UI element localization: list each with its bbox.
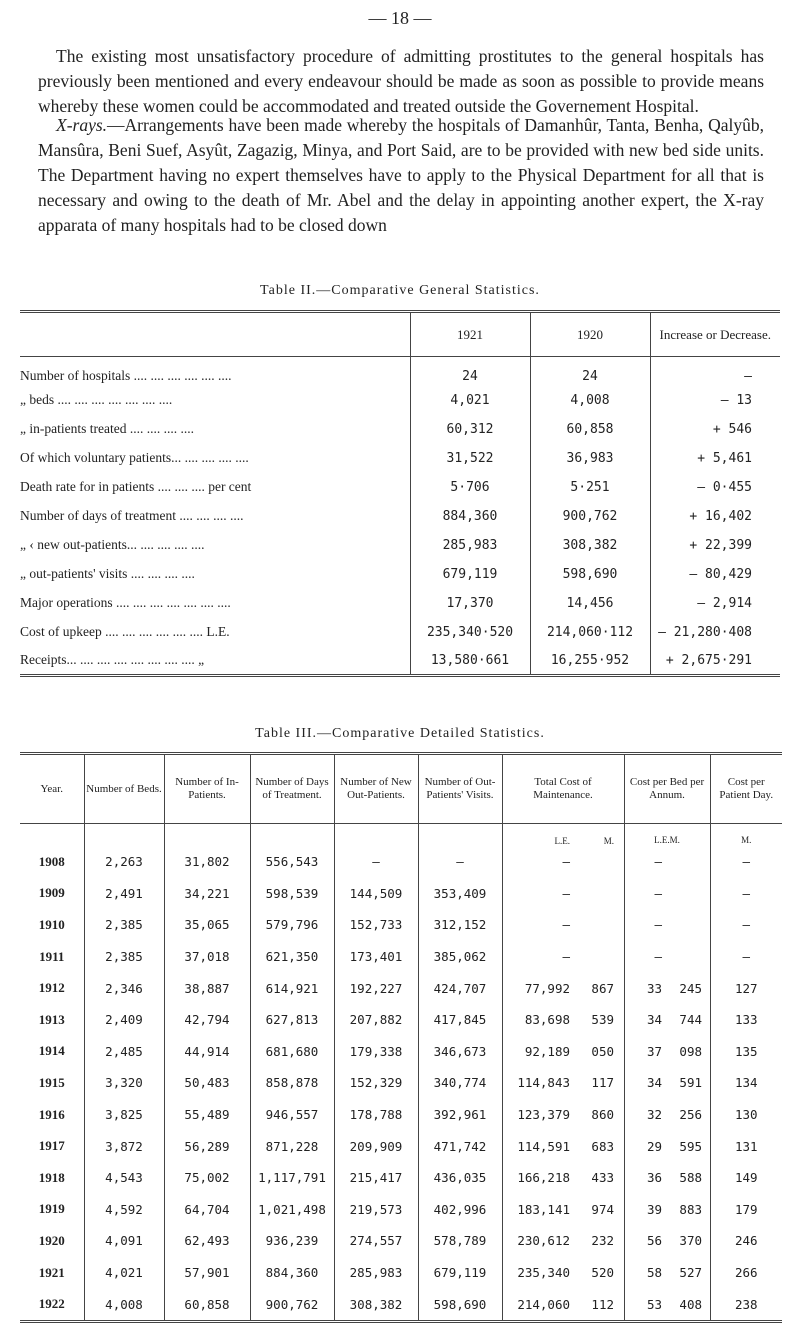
visits-cell: — — [418, 846, 502, 878]
in-patients-cell: 55,489 — [164, 1099, 250, 1131]
unit-le: L.E. — [654, 835, 670, 845]
new-out-patients-cell: 144,509 — [334, 878, 418, 910]
cost-per-day-cell: 131 — [710, 1130, 782, 1162]
in-patients-cell: 37,018 — [164, 941, 250, 973]
unit-m: M. — [669, 835, 680, 845]
total-cost-cell — [502, 1099, 624, 1131]
cost-per-bed-le: 36 — [646, 1170, 662, 1186]
year-cell: 1910 — [38, 916, 65, 932]
visits-cell: 385,062 — [418, 941, 502, 973]
total-cost-m: 117 — [591, 1075, 614, 1091]
total-cost-cell — [502, 1067, 624, 1099]
value-1921: 5·706 — [410, 473, 530, 502]
value-1920: 5·251 — [530, 473, 650, 502]
total-cost-le: 214,060 — [517, 1296, 570, 1312]
cost-per-bed-le: 39 — [646, 1201, 662, 1217]
days-cell: 900,762 — [250, 1288, 334, 1321]
in-patients-cell: 75,002 — [164, 1162, 250, 1194]
days-cell: 681,680 — [250, 1036, 334, 1068]
new-out-patients-cell: 152,733 — [334, 909, 418, 941]
total-cost-le: 230,612 — [517, 1233, 570, 1249]
new-out-patients-cell: — — [334, 846, 418, 878]
days-cell: 579,796 — [250, 909, 334, 941]
in-patients-cell: 57,901 — [164, 1257, 250, 1289]
unit-m: M. — [603, 836, 614, 846]
cost-per-day-cell: 246 — [710, 1225, 782, 1257]
row-label: Cost of upkeep .... .... .... .... .... .... L.E. — [20, 624, 230, 639]
cost-per-day-cell: — — [710, 941, 782, 973]
cost-per-bed-cell — [624, 1194, 710, 1226]
row-label: „ beds .... .... .... .... .... .... .... — [20, 392, 173, 407]
total-cost-cell — [502, 1225, 624, 1257]
value-1921: 884,360 — [410, 502, 530, 531]
cost-per-bed-cell — [624, 1225, 710, 1257]
year-cell: 1922 — [20, 1288, 84, 1321]
unit-m: M. — [710, 824, 782, 847]
table-row — [20, 878, 782, 910]
row-label: Death rate for in patients .... .... .... per cent — [20, 479, 252, 494]
year-cell: 1917 — [38, 1138, 65, 1154]
new-out-patients-cell: 207,882 — [334, 1004, 418, 1036]
cost-per-bed-cell — [624, 972, 710, 1004]
page-number: — 18 — — [368, 8, 432, 28]
row-label: „ ‹ new out-patients... .... .... .... .... — [20, 537, 205, 552]
days-cell: 871,228 — [250, 1130, 334, 1162]
new-out-patients-cell: 209,909 — [334, 1130, 418, 1162]
total-cost-m: 520 — [591, 1265, 614, 1281]
total-cost-le: 183,141 — [517, 1201, 570, 1217]
cost-per-bed-cell — [624, 1130, 710, 1162]
total-cost-m: 867 — [591, 980, 614, 996]
col-new-out-patients: Number of New Out-Patients. — [334, 754, 418, 824]
value-1921: 235,340·520 — [410, 618, 530, 647]
col-year: Year. — [20, 754, 84, 824]
total-cost-le: — — [562, 949, 570, 965]
col-cost-per-bed: Cost per Bed per Annum. — [624, 754, 710, 824]
table-row — [20, 444, 780, 473]
value-change: — — [650, 357, 780, 386]
total-cost-le: — — [562, 917, 570, 933]
visits-cell: 424,707 — [418, 972, 502, 1004]
total-cost-cell — [502, 1162, 624, 1194]
xrays-body: —Arrangements have been made whereby the hospitals of Damanhûr, Tanta, Benha, Qalyûb, Mansûra, Beni Suef, Asyût, Zagazig, Minya, and Port Said, are to be provided with new bed side units. The Department having no expert themselves have to apply to the Physical Department for all that is necessary and owing to the death of Mr. Abel and the delay in appointing another expert, the X-ray apparata of many hospitals had to be closed down — [38, 115, 764, 235]
total-cost-m: 050 — [591, 1043, 614, 1059]
cost-per-bed-le: — — [654, 949, 662, 965]
days-cell: 1,021,498 — [250, 1194, 334, 1226]
table-row — [20, 941, 782, 973]
new-out-patients-cell: 152,329 — [334, 1067, 418, 1099]
year-cell: 1914 — [38, 1043, 65, 1059]
total-cost-le: 166,218 — [517, 1170, 570, 1186]
table-row — [20, 502, 780, 531]
new-out-patients-cell: 173,401 — [334, 941, 418, 973]
new-out-patients-cell: 178,788 — [334, 1099, 418, 1131]
total-cost-cell — [502, 1130, 624, 1162]
value-1920: 14,456 — [530, 589, 650, 618]
value-change: — 2,914 — [650, 589, 780, 618]
table-row — [20, 846, 782, 878]
beds-cell: 2,385 — [84, 909, 164, 941]
total-cost-m: 232 — [591, 1233, 614, 1249]
beds-cell: 4,592 — [84, 1194, 164, 1226]
cost-per-day-cell: — — [710, 846, 782, 878]
cost-per-day-cell: 179 — [710, 1194, 782, 1226]
cost-per-bed-le: — — [654, 854, 662, 870]
value-change: — 80,429 — [650, 560, 780, 589]
cost-per-bed-le: 37 — [646, 1043, 662, 1059]
cost-per-bed-le: 29 — [646, 1138, 662, 1154]
value-1921: 24 — [410, 357, 530, 386]
days-cell: 1,117,791 — [250, 1162, 334, 1194]
cost-per-bed-m: 527 — [679, 1265, 702, 1281]
visits-cell: 392,961 — [418, 1099, 502, 1131]
cost-per-bed-cell — [624, 1004, 710, 1036]
total-cost-cell — [502, 1004, 624, 1036]
cost-per-bed-le: — — [654, 885, 662, 901]
col-cost-per-day: Cost per Patient Day. — [710, 754, 782, 824]
value-1920: 24 — [530, 357, 650, 386]
table-row — [20, 473, 780, 502]
cost-per-bed-le: 56 — [646, 1233, 662, 1249]
in-patients-cell: 62,493 — [164, 1225, 250, 1257]
table-row — [20, 972, 782, 1004]
cost-per-bed-m: 408 — [679, 1296, 702, 1312]
value-1920: 36,983 — [530, 444, 650, 473]
cost-per-bed-le: 34 — [646, 1075, 662, 1091]
year-cell: 1915 — [38, 1074, 65, 1090]
year-cell: 1921 — [38, 1264, 65, 1280]
value-change: + 16,402 — [650, 502, 780, 531]
value-1920: 4,008 — [530, 386, 650, 415]
beds-cell: 2,385 — [84, 941, 164, 973]
year-cell: 1920 — [38, 1232, 65, 1248]
in-patients-cell: 31,802 — [164, 846, 250, 878]
beds-cell: 2,409 — [84, 1004, 164, 1036]
cost-per-bed-m: 595 — [679, 1138, 702, 1154]
row-label: Number of days of treatment .... .... .... .... — [20, 508, 244, 523]
xrays-heading: X-rays. — [56, 115, 108, 135]
cost-per-bed-m: 588 — [679, 1170, 702, 1186]
table-row — [20, 415, 780, 444]
col-change: Increase or Decrease. — [650, 312, 780, 357]
cost-per-bed-cell — [624, 1036, 710, 1068]
row-label: „ out-patients' visits .... .... .... .... — [20, 566, 195, 581]
table-row — [20, 531, 780, 560]
year-cell: 1908 — [38, 853, 65, 869]
year-cell: 1911 — [39, 948, 65, 964]
total-cost-m: 974 — [591, 1201, 614, 1217]
value-1920: 16,255·952 — [530, 647, 650, 676]
visits-cell: 679,119 — [418, 1257, 502, 1289]
total-cost-cell — [502, 878, 624, 910]
table-row — [20, 647, 780, 676]
beds-cell: 4,021 — [84, 1257, 164, 1289]
in-patients-cell: 38,887 — [164, 972, 250, 1004]
cost-per-bed-le: — — [654, 917, 662, 933]
cost-per-day-cell: 238 — [710, 1288, 782, 1321]
table-row — [20, 909, 782, 941]
cost-per-bed-cell — [624, 1257, 710, 1289]
total-cost-cell — [502, 1036, 624, 1068]
in-patients-cell: 44,914 — [164, 1036, 250, 1068]
visits-cell: 353,409 — [418, 878, 502, 910]
days-cell: 556,543 — [250, 846, 334, 878]
cost-per-day-cell: 127 — [710, 972, 782, 1004]
value-1921: 31,522 — [410, 444, 530, 473]
in-patients-cell: 35,065 — [164, 909, 250, 941]
year-cell: 1918 — [38, 1169, 65, 1185]
year-cell: 1912 — [38, 980, 65, 996]
total-cost-le: 235,340 — [517, 1265, 570, 1281]
days-cell: 598,539 — [250, 878, 334, 910]
value-change: + 546 — [650, 415, 780, 444]
cost-per-bed-m: 370 — [679, 1233, 702, 1249]
cost-per-bed-cell — [624, 941, 710, 973]
total-cost-le: 114,591 — [517, 1138, 570, 1154]
unit-le: L.E. — [554, 836, 570, 846]
beds-cell: 2,263 — [84, 846, 164, 878]
cost-per-bed-cell — [624, 1067, 710, 1099]
row-label: Receipts... .... .... .... .... .... .... .... „ — [20, 647, 410, 676]
row-label: Major operations .... .... .... .... .... .... .... — [20, 595, 231, 610]
cost-per-day-cell: 135 — [710, 1036, 782, 1068]
cost-per-bed-le: 34 — [646, 1012, 662, 1028]
cost-per-bed-cell — [624, 846, 710, 878]
cost-per-bed-le: 58 — [646, 1265, 662, 1281]
table-row — [20, 1288, 782, 1321]
value-1921: 13,580·661 — [410, 647, 530, 676]
beds-cell: 4,008 — [84, 1288, 164, 1321]
days-cell: 884,360 — [250, 1257, 334, 1289]
new-out-patients-cell: 308,382 — [334, 1288, 418, 1321]
days-cell: 627,813 — [250, 1004, 334, 1036]
table-row — [20, 1194, 782, 1226]
total-cost-cell — [502, 1194, 624, 1226]
cost-per-day-cell: 133 — [710, 1004, 782, 1036]
new-out-patients-cell: 285,983 — [334, 1257, 418, 1289]
days-cell: 946,557 — [250, 1099, 334, 1131]
table-row — [20, 357, 780, 386]
value-1920: 900,762 — [530, 502, 650, 531]
in-patients-cell: 42,794 — [164, 1004, 250, 1036]
table-row — [20, 1036, 782, 1068]
col-1921: 1921 — [410, 312, 530, 357]
beds-cell: 3,825 — [84, 1099, 164, 1131]
table-row — [20, 1257, 782, 1289]
value-change: — 21,280·408 — [650, 618, 780, 647]
total-cost-le: — — [562, 885, 570, 901]
cost-per-day-cell: 134 — [710, 1067, 782, 1099]
cost-per-day-cell: 266 — [710, 1257, 782, 1289]
total-cost-cell — [502, 1288, 624, 1321]
value-change: + 22,399 — [650, 531, 780, 560]
table2-corner — [20, 312, 410, 357]
new-out-patients-cell: 179,338 — [334, 1036, 418, 1068]
days-cell: 858,878 — [250, 1067, 334, 1099]
table-row — [20, 1225, 782, 1257]
visits-cell: 598,690 — [418, 1288, 502, 1321]
table3-caption: Table III.—Comparative Detailed Statistics. — [255, 726, 545, 741]
table-row — [20, 1130, 782, 1162]
in-patients-cell: 56,289 — [164, 1130, 250, 1162]
total-cost-m: 860 — [591, 1107, 614, 1123]
visits-cell: 340,774 — [418, 1067, 502, 1099]
in-patients-cell: 64,704 — [164, 1194, 250, 1226]
cost-per-day-cell: — — [710, 909, 782, 941]
value-1920: 60,858 — [530, 415, 650, 444]
value-change: + 5,461 — [650, 444, 780, 473]
table-row — [20, 589, 780, 618]
cost-per-bed-cell — [624, 1288, 710, 1321]
beds-cell: 3,320 — [84, 1067, 164, 1099]
beds-cell: 4,091 — [84, 1225, 164, 1257]
total-cost-cell — [502, 909, 624, 941]
in-patients-cell: 50,483 — [164, 1067, 250, 1099]
paragraph-xrays — [38, 113, 764, 238]
visits-cell: 346,673 — [418, 1036, 502, 1068]
total-cost-le: 92,189 — [524, 1043, 570, 1059]
new-out-patients-cell: 219,573 — [334, 1194, 418, 1226]
value-change: + 2,675·291 — [650, 647, 780, 676]
visits-cell: 436,035 — [418, 1162, 502, 1194]
cost-per-bed-cell — [624, 878, 710, 910]
table-comparative-general-statistics — [20, 310, 780, 677]
visits-cell: 578,789 — [418, 1225, 502, 1257]
value-1921: 17,370 — [410, 589, 530, 618]
beds-cell: 4,543 — [84, 1162, 164, 1194]
value-1921: 679,119 — [410, 560, 530, 589]
visits-cell: 471,742 — [418, 1130, 502, 1162]
total-cost-m: 539 — [591, 1012, 614, 1028]
cost-per-bed-m: 256 — [679, 1107, 702, 1123]
value-1921: 4,021 — [410, 386, 530, 415]
value-1920: 214,060·112 — [530, 618, 650, 647]
col-beds: Number of Beds. — [84, 754, 164, 824]
col-visits: Number of Out-Patients' Visits. — [418, 754, 502, 824]
table-row — [20, 618, 780, 647]
in-patients-cell: 60,858 — [164, 1288, 250, 1321]
total-cost-m: 433 — [591, 1170, 614, 1186]
total-cost-cell — [502, 1257, 624, 1289]
beds-cell: 2,491 — [84, 878, 164, 910]
cost-per-bed-m: 098 — [679, 1043, 702, 1059]
table-row — [20, 1099, 782, 1131]
new-out-patients-cell: 192,227 — [334, 972, 418, 1004]
table2-caption: Table II.—Comparative General Statistics. — [260, 283, 540, 298]
col-total-cost: Total Cost of Maintenance. — [502, 754, 624, 824]
cost-per-bed-m: 245 — [679, 980, 702, 996]
year-cell: 1916 — [38, 1106, 65, 1122]
total-cost-cell — [502, 972, 624, 1004]
table-row — [20, 1004, 782, 1036]
cost-per-day-cell: — — [710, 878, 782, 910]
cost-per-bed-m: 744 — [679, 1012, 702, 1028]
total-cost-le: 77,992 — [524, 980, 570, 996]
table-row — [20, 1067, 782, 1099]
days-cell: 614,921 — [250, 972, 334, 1004]
col-in-patients: Number of In-Patients. — [164, 754, 250, 824]
cost-per-bed-m: 591 — [679, 1075, 702, 1091]
total-cost-le: 114,843 — [517, 1075, 570, 1091]
cost-per-bed-le: 53 — [646, 1296, 662, 1312]
beds-cell: 2,346 — [84, 972, 164, 1004]
col-1920: 1920 — [530, 312, 650, 357]
units-row — [20, 824, 782, 847]
visits-cell: 312,152 — [418, 909, 502, 941]
beds-cell: 2,485 — [84, 1036, 164, 1068]
visits-cell: 417,845 — [418, 1004, 502, 1036]
table-comparative-detailed-statistics — [20, 752, 782, 1323]
cost-per-day-cell: 149 — [710, 1162, 782, 1194]
total-cost-m: 683 — [591, 1138, 614, 1154]
col-days: Number of Days of Treatment. — [250, 754, 334, 824]
value-1921: 285,983 — [410, 531, 530, 560]
total-cost-cell — [502, 846, 624, 878]
in-patients-cell: 34,221 — [164, 878, 250, 910]
cost-per-bed-le: 32 — [646, 1107, 662, 1123]
value-1920: 598,690 — [530, 560, 650, 589]
year-cell: 1919 — [38, 1201, 65, 1217]
row-label: „ in-patients treated .... .... .... .... — [20, 421, 194, 436]
value-change: — 13 — [650, 386, 780, 415]
year-cell: 1909 — [38, 885, 65, 901]
table-row — [20, 560, 780, 589]
cost-per-day-cell: 130 — [710, 1099, 782, 1131]
days-cell: 936,239 — [250, 1225, 334, 1257]
table-row — [20, 1162, 782, 1194]
value-change: — 0·455 — [650, 473, 780, 502]
table-row — [20, 386, 780, 415]
cost-per-bed-cell — [624, 1162, 710, 1194]
cost-per-bed-cell — [624, 1099, 710, 1131]
cost-per-bed-cell — [624, 909, 710, 941]
total-cost-le: 83,698 — [524, 1012, 570, 1028]
total-cost-cell — [502, 941, 624, 973]
days-cell: 621,350 — [250, 941, 334, 973]
value-1921: 60,312 — [410, 415, 530, 444]
total-cost-le: 123,379 — [517, 1107, 570, 1123]
total-cost-m: 112 — [591, 1296, 614, 1312]
beds-cell: 3,872 — [84, 1130, 164, 1162]
visits-cell: 402,996 — [418, 1194, 502, 1226]
cost-per-bed-le: 33 — [646, 980, 662, 996]
cost-per-bed-m: 883 — [679, 1201, 702, 1217]
row-label: Of which voluntary patients... .... .... .... .... — [20, 450, 249, 465]
year-cell: 1913 — [38, 1011, 65, 1027]
row-label: Number of hospitals .... .... .... .... .... .... — [20, 368, 232, 384]
new-out-patients-cell: 215,417 — [334, 1162, 418, 1194]
new-out-patients-cell: 274,557 — [334, 1225, 418, 1257]
paragraph-prostitutes: The existing most unsatisfactory procedure of admitting prostitutes to the general hospitals has previously been mentioned and every endeavour should be made as soon as possible to provide means whereby these women could be accommodated and treated outside the Governement Hospital. — [38, 46, 764, 116]
total-cost-le: — — [562, 854, 570, 870]
value-1920: 308,382 — [530, 531, 650, 560]
